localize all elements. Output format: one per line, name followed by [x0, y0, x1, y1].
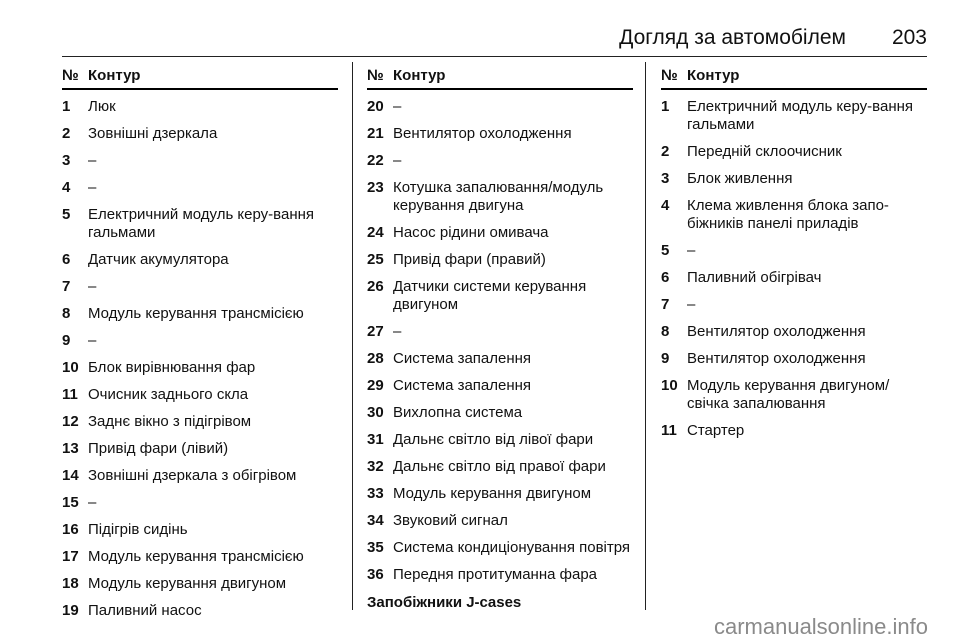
circuit-name: Підігрів сидінь: [88, 521, 188, 538]
circuit-name: Модуль керування двигуном: [88, 575, 287, 592]
column-header-number: №: [367, 66, 384, 84]
circuit-name: Вентилятор охолодження: [393, 125, 572, 142]
fuse-row: [367, 98, 633, 116]
fuse-number: 20: [367, 98, 384, 115]
section-heading-j-cases: Запобіжники J-cases: [367, 594, 522, 611]
fuse-row: [661, 422, 927, 440]
fuse-number: 7: [62, 278, 71, 295]
fuse-row: [62, 602, 338, 620]
fuse-column-2: [367, 62, 633, 611]
fuse-row: [661, 269, 927, 287]
circuit-name: –: [687, 242, 696, 259]
circuit-name: Котушка запалювання/модуль керування двигуна: [393, 179, 604, 214]
fuse-number: 5: [62, 206, 71, 223]
fuse-row: [62, 467, 338, 485]
watermark: carmanualsonline.info: [713, 614, 928, 639]
fuse-number: 2: [62, 125, 71, 142]
circuit-name: Датчики системи керування двигуном: [393, 278, 587, 313]
fuse-number: 23: [367, 179, 384, 196]
circuit-name: Передній склоочисник: [687, 143, 842, 160]
circuit-name: Передня протитуманна фара: [393, 566, 598, 583]
circuit-name: Система запалення: [393, 350, 532, 367]
circuit-name: Дальнє світло від лівої фари: [393, 431, 594, 448]
fuse-list: [661, 98, 927, 440]
fuse-row: [62, 125, 338, 143]
circuit-name: Вихлопна система: [393, 404, 523, 421]
fuse-number: 9: [62, 332, 71, 349]
page-header: [62, 26, 927, 60]
fuse-number: 12: [62, 413, 79, 430]
circuit-name: Електричний модуль керу-вання гальмами: [687, 98, 914, 133]
column-header-label: Контур: [88, 66, 141, 84]
fuse-number: 19: [62, 602, 79, 619]
fuse-row: [367, 278, 633, 314]
fuse-number: 30: [367, 404, 384, 421]
fuse-list: [62, 98, 338, 620]
circuit-name: –: [393, 98, 402, 115]
circuit-name: Заднє вікно з підігрівом: [88, 413, 252, 430]
fuse-number: 1: [62, 98, 71, 115]
circuit-name: –: [88, 332, 97, 349]
fuse-row: [62, 332, 338, 350]
fuse-number: 16: [62, 521, 79, 538]
fuse-row: [661, 296, 927, 314]
fuse-number: 22: [367, 152, 384, 169]
circuit-name: Датчик акумулятора: [88, 251, 229, 268]
fuse-number: 36: [367, 566, 384, 583]
circuit-name: Система запалення: [393, 377, 532, 394]
circuit-name: Очисник заднього скла: [88, 386, 249, 403]
fuse-row: [62, 179, 338, 197]
fuse-number: 15: [62, 494, 79, 511]
header-divider: [62, 56, 927, 57]
fuse-row: [62, 413, 338, 431]
fuse-row: [62, 278, 338, 296]
circuit-name: Система кондиціонування повітря: [393, 539, 631, 556]
circuit-name: Дальнє світло від правої фари: [393, 458, 606, 475]
fuse-row: [661, 323, 927, 341]
circuit-name: Блок живлення: [687, 170, 793, 187]
fuse-number: 8: [661, 323, 670, 340]
circuit-name: Клема живлення блока запо-біжників панелі приладів: [687, 197, 889, 232]
column-header: [62, 62, 338, 90]
circuit-name: –: [687, 296, 696, 313]
fuse-row: [367, 125, 633, 143]
fuse-number: 33: [367, 485, 384, 502]
fuse-row: [62, 359, 338, 377]
fuse-row: [62, 521, 338, 539]
fuse-row: [367, 350, 633, 368]
fuse-row: [367, 323, 633, 341]
fuse-row: [661, 377, 927, 413]
fuse-row: [62, 152, 338, 170]
fuse-list: [367, 98, 633, 584]
column-divider: [352, 62, 353, 610]
circuit-name: –: [88, 494, 97, 511]
circuit-name: Стартер: [687, 422, 745, 439]
fuse-number: 4: [661, 197, 670, 214]
column-header-label: Контур: [687, 66, 740, 84]
fuse-number: 1: [661, 98, 670, 115]
fuse-column-3: [661, 62, 927, 449]
fuse-row: [661, 170, 927, 188]
fuse-number: 3: [62, 152, 71, 169]
fuse-number: 8: [62, 305, 71, 322]
fuse-number: 14: [62, 467, 79, 484]
circuit-name: Електричний модуль керу-вання гальмами: [88, 206, 315, 241]
circuit-name: Модуль керування двигуном: [393, 485, 592, 502]
circuit-name: –: [88, 152, 97, 169]
fuse-row: [367, 404, 633, 422]
fuse-number: 11: [661, 422, 677, 439]
circuit-name: –: [393, 152, 402, 169]
circuit-name: Люк: [88, 98, 116, 115]
fuse-row: [367, 179, 633, 215]
column-divider: [645, 62, 646, 610]
fuse-row: [367, 431, 633, 449]
column-header-label: Контур: [393, 66, 446, 84]
fuse-row: [62, 98, 338, 116]
fuse-row: [367, 566, 633, 584]
fuse-number: 26: [367, 278, 384, 295]
fuse-number: 5: [661, 242, 670, 259]
circuit-name: –: [88, 179, 97, 196]
fuse-number: 3: [661, 170, 670, 187]
fuse-number: 31: [367, 431, 384, 448]
fuse-row: [661, 242, 927, 260]
circuit-name: Звуковий сигнал: [393, 512, 508, 529]
fuse-number: 21: [367, 125, 384, 142]
circuit-name: Модуль керування двигуном/свічка запалювання: [687, 377, 890, 412]
fuse-row: [62, 548, 338, 566]
circuit-name: Привід фари (лівий): [88, 440, 229, 457]
fuse-row: [62, 305, 338, 323]
fuse-row: [661, 350, 927, 368]
fuse-number: 7: [661, 296, 670, 313]
circuit-name: Паливний насос: [88, 602, 202, 619]
fuse-column-1: [62, 62, 338, 629]
fuse-row: [62, 575, 338, 593]
column-header: [661, 62, 927, 90]
fuse-row: [367, 485, 633, 503]
fuse-number: 24: [367, 224, 384, 241]
fuse-row: [661, 98, 927, 134]
fuse-row: [367, 377, 633, 395]
circuit-name: –: [88, 278, 97, 295]
circuit-name: –: [393, 323, 402, 340]
fuse-row: [62, 251, 338, 269]
fuse-row: [367, 458, 633, 476]
circuit-name: Привід фари (правий): [393, 251, 546, 268]
fuse-number: 34: [367, 512, 384, 529]
fuse-number: 25: [367, 251, 384, 268]
fuse-number: 27: [367, 323, 384, 340]
fuse-number: 11: [62, 386, 78, 403]
fuse-row: [367, 539, 633, 557]
fuse-number: 35: [367, 539, 384, 556]
circuit-name: Зовнішні дзеркала: [88, 125, 218, 142]
fuse-number: 32: [367, 458, 384, 475]
page-title: Догляд за автомобілем: [619, 26, 846, 49]
fuse-row: [367, 224, 633, 242]
fuse-number: 10: [62, 359, 79, 376]
fuse-row: [62, 440, 338, 458]
circuit-name: Модуль керування трансмісією: [88, 548, 304, 565]
column-header-number: №: [62, 66, 79, 84]
fuse-number: 6: [62, 251, 71, 268]
fuse-number: 4: [62, 179, 71, 196]
page-number: 203: [891, 26, 927, 49]
fuse-row: [661, 197, 927, 233]
circuit-name: Вентилятор охолодження: [687, 323, 866, 340]
circuit-name: Вентилятор охолодження: [687, 350, 866, 367]
fuse-row: [367, 152, 633, 170]
fuse-row: [62, 494, 338, 512]
column-header-number: №: [661, 66, 678, 84]
fuse-number: 17: [62, 548, 79, 565]
fuse-row: [367, 251, 633, 269]
fuse-number: 10: [661, 377, 678, 394]
fuse-number: 6: [661, 269, 670, 286]
fuse-number: 28: [367, 350, 384, 367]
fuse-number: 18: [62, 575, 79, 592]
fuse-row: [62, 206, 338, 242]
fuse-number: 9: [661, 350, 670, 367]
circuit-name: Модуль керування трансмісією: [88, 305, 304, 322]
fuse-number: 13: [62, 440, 79, 457]
circuit-name: Паливний обігрівач: [687, 269, 822, 286]
circuit-name: Блок вирівнювання фар: [88, 359, 256, 376]
fuse-row: [367, 512, 633, 530]
circuit-name: Насос рідини омивача: [393, 224, 549, 241]
fuse-row: [62, 386, 338, 404]
column-header: [367, 62, 633, 90]
circuit-name: Зовнішні дзеркала з обігрівом: [88, 467, 297, 484]
fuse-number: 29: [367, 377, 384, 394]
fuse-row: [661, 143, 927, 161]
fuse-number: 2: [661, 143, 670, 160]
